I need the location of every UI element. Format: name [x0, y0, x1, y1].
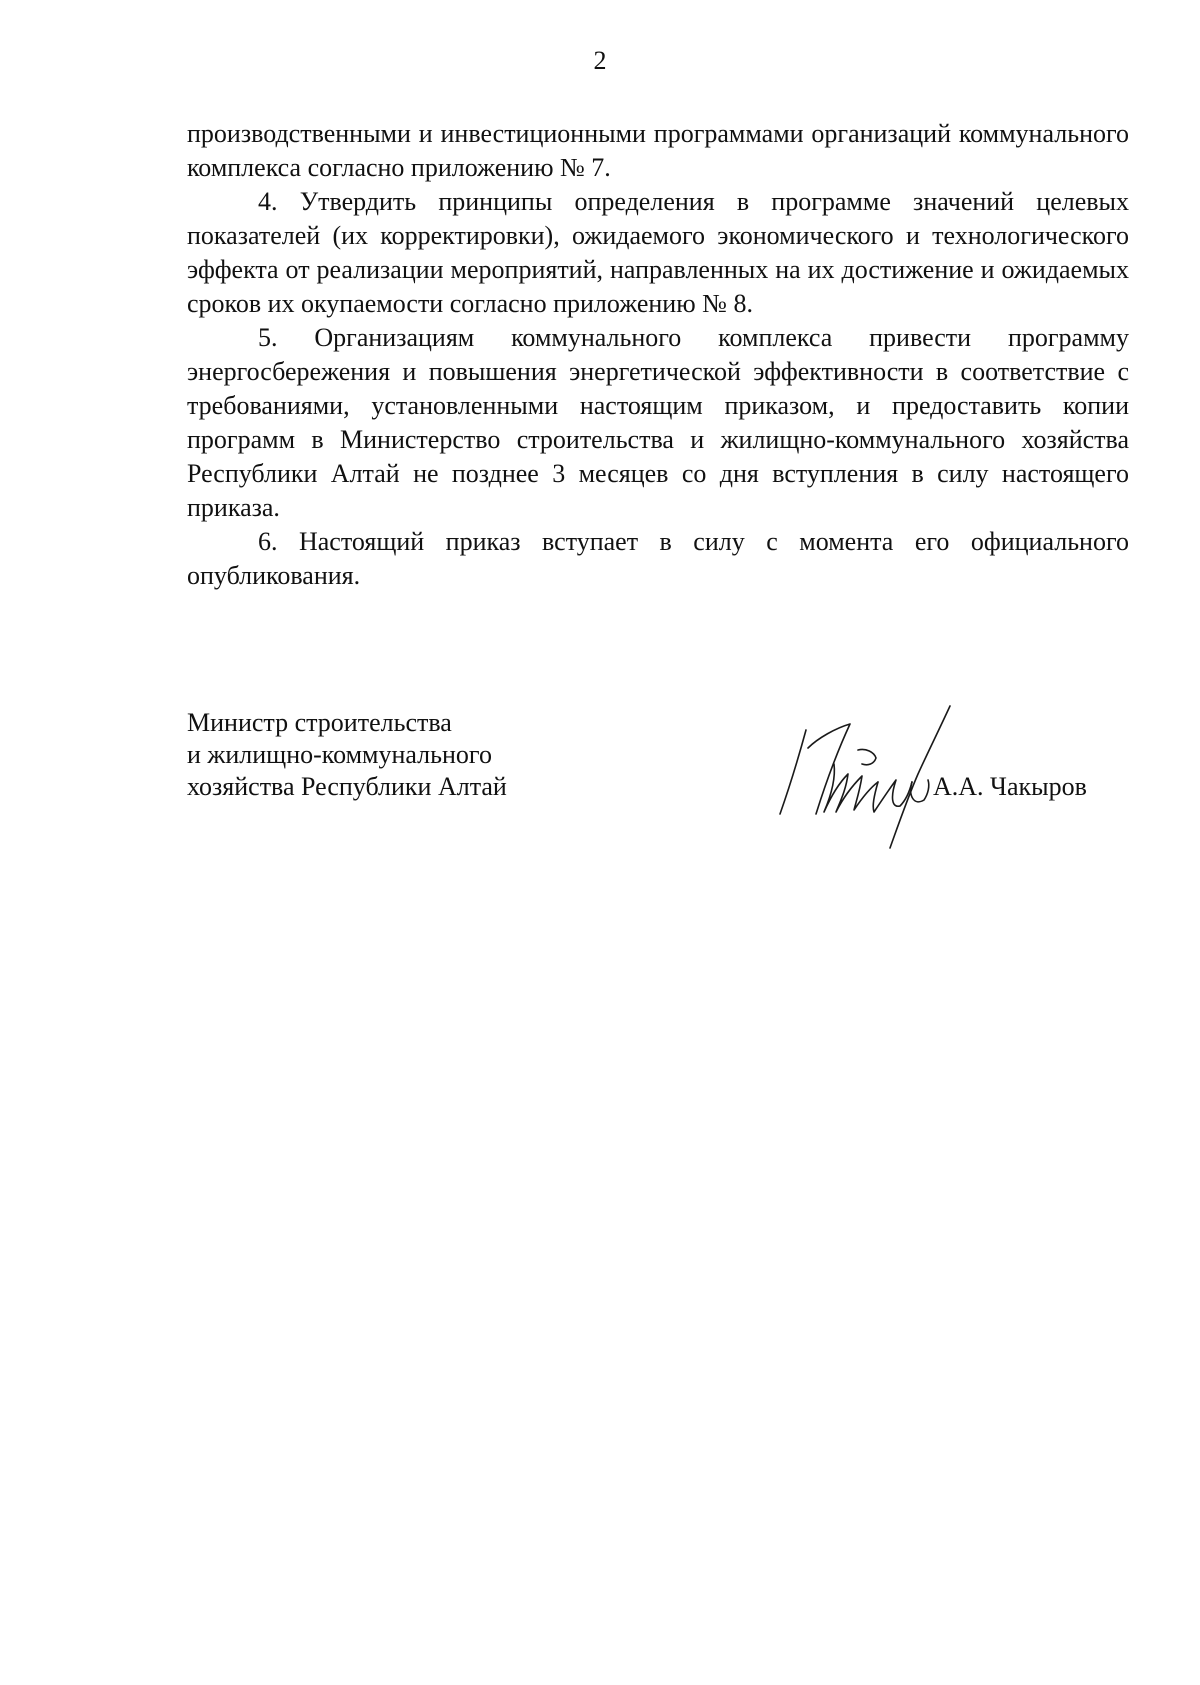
signatory-title-line: Министр строительства — [187, 708, 452, 737]
signatory-title-line: и жилищно-коммунального — [187, 740, 492, 769]
paragraph-item-4: 4. Утвердить принципы определения в программе значений целевых показателей (их корректировки), ожидаемого экономического и технологического эффекта от реализации мероприятий, направленных на их достижение и ожидаемых сроков их окупаемости согласно приложению № 8. — [187, 187, 1129, 318]
signatory-title-line: хозяйства Республики Алтай — [187, 772, 507, 801]
document-body — [187, 117, 1129, 593]
signatory-title — [187, 707, 607, 803]
paragraph-item-6: 6. Настоящий приказ вступает в силу с момента его официального опубликования. — [187, 527, 1129, 590]
page-number: 2 — [593, 46, 607, 75]
handwritten-signature — [778, 702, 958, 852]
paragraph-continuation: производственными и инвестиционными программами организаций коммунального комплекса согласно приложению № 7. — [187, 119, 1129, 182]
signer-name: А.А. Чакыров — [933, 772, 1087, 801]
paragraph-item-5: 5. Организациям коммунального комплекса привести программу энергосбережения и повышения энергетической эффективности в соответствие с требованиями, установленными настоящим приказом, и предоставить копии программ в Министерство строительства и жилищно-коммунального хозяйства Республики Алтай не позднее 3 месяцев со дня вступления в силу настоящего приказа. — [187, 323, 1129, 522]
